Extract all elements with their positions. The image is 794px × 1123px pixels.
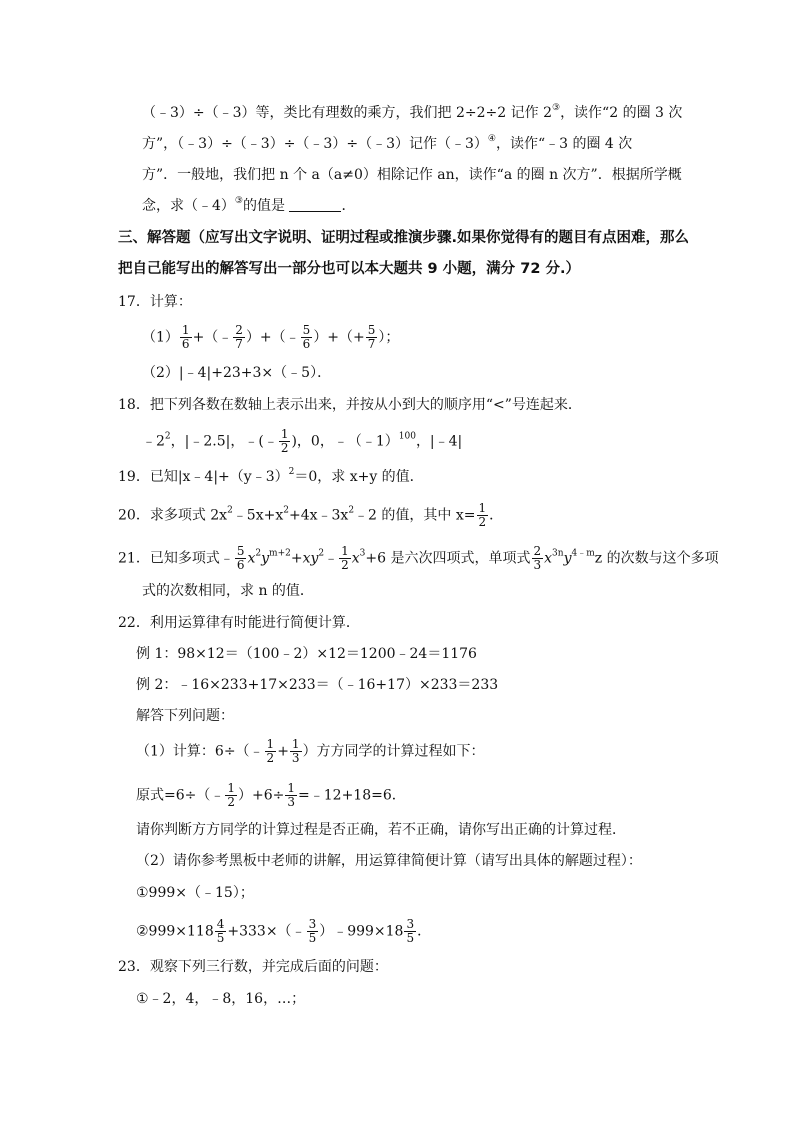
fraction: $\frac{1}{2}$	[266, 737, 275, 765]
q17-part-2: （2）|﹣4|+23+3×（﹣5）．	[142, 365, 332, 381]
circled-3-sup: ③	[551, 103, 561, 113]
q17-title: 17．计算：	[118, 294, 192, 310]
fraction: $\frac{1}{2}$	[280, 427, 289, 455]
fraction: $\frac{5}{6}$	[236, 544, 245, 572]
fraction: $\frac{2}{3}$	[533, 544, 542, 572]
q18-numbers: $﹣2^2$，|﹣2.5|，﹣(﹣ $\frac{1}{2}$ )，0，﹣（﹣1）$^{100}$，|﹣4|	[142, 427, 463, 455]
q20: 20．求多项式 $2x^2﹣5x+x^2+4x﹣3x^2﹣2$ 的值，其中 x= $\frac{1}{2}$ ．	[118, 501, 504, 529]
q22-title: 22．利用运算律有时能进行简便计算．	[118, 615, 360, 631]
q22-example-1: 例 1：98×12＝（100﹣2）×12＝1200﹣24＝1176	[136, 646, 477, 662]
q22-solve: 解答下列问题：	[136, 708, 234, 724]
fraction: $\frac{5}{6}$	[302, 323, 311, 351]
fraction: $\frac{4}{5}$	[216, 917, 225, 945]
circled-4-sup: ④	[487, 134, 496, 144]
q22-part-2: （2）请你参考黑板中老师的讲解，用运算律简便计算（请写出具体的解题过程）：	[136, 853, 642, 869]
section-3-heading-line-1: 三、解答题（应写出文字说明、证明过程或推演步骤.如果你觉得有的题目有点困难，那么	[118, 230, 690, 246]
fraction: $\frac{1}{3}$	[291, 737, 300, 765]
fraction: $\frac{1}{3}$	[287, 781, 296, 809]
q16-line-3: 方”．一般地，我们把 n 个 a（a≠0）相除记作 an，读作“a 的圈 n 次方”．根据所学概	[142, 167, 682, 183]
q23-row-1: ①﹣2，4，﹣8，16，…；	[136, 991, 306, 1007]
q21-line-2: 式的次数相同，求 n 的值．	[142, 583, 314, 599]
q22-part-1: （1）计算：6÷（﹣ $\frac{1}{2}$ + $\frac{1}{3}$ ）方方同学的计算过程如下：	[136, 737, 485, 765]
answer-blank[interactable]	[289, 197, 341, 212]
q16-line-1: （﹣3）÷（﹣3）等，类比有理数的乘方，我们把 2÷2÷2 记作 2③，读作“2 的圈 3 次	[142, 103, 683, 121]
q16-line-2: 方”，（﹣3）÷（﹣3）÷（﹣3）÷（﹣3）记作（﹣3）④，读作“﹣3 的圈 4 次	[142, 134, 633, 152]
q18-title: 18．把下列各数在数轴上表示出来，并按从小到大的顺序用“<”号连起来．	[118, 397, 582, 413]
fraction: $\frac{5}{7}$	[367, 323, 376, 351]
section-3-heading-line-2: 把自己能写出的解答写出一部分也可以本大题共 9 小题，满分 72 分.）	[118, 261, 580, 277]
circled-3-sup: ③	[234, 196, 243, 206]
fraction: $\frac{1}{6}$	[181, 323, 190, 351]
q22-judge: 请你判断方方同学的计算过程是否正确，若不正确，请你写出正确的计算过程．	[136, 822, 626, 838]
fraction: $\frac{3}{5}$	[406, 917, 415, 945]
q19: 19．已知|x﹣4|+（y﹣3）$^2$＝0，求 x+y 的值．	[118, 467, 424, 485]
q17-part-1: （1） $\frac{1}{6}$ +（﹣ $\frac{2}{7}$ ）+（﹣ $\frac{5}{6}$ ）+（+ $\frac{5}{7}$ ）；	[142, 323, 400, 351]
q22-original-expression: 原式=6÷（﹣ $\frac{1}{2}$ ）+6÷ $\frac{1}{3}$ =﹣12+18=6．	[136, 781, 406, 809]
q22-calc-2: ②999×118 $\frac{4}{5}$ +333×（﹣ $\frac{3}{5}$ ）﹣999×18 $\frac{3}{5}$ ．	[136, 917, 432, 945]
q21-line-1: 21．已知多项式﹣ $\frac{5}{6}$ $x^2y^{m+2}+xy^2﹣$ $\frac{1}{2}$ $x^3+6$ 是六次四项式，单项式 $\frac{2}{3}$ $x^{3n}y^{4﹣m}z$ 的次数与这个多项	[118, 544, 719, 572]
q22-calc-1: ①999×（﹣15）；	[136, 885, 254, 901]
fraction: $\frac{1}{2}$	[341, 544, 349, 572]
q22-example-2: 例 2：﹣16×233+17×233＝（﹣16+17）×233＝233	[136, 677, 499, 693]
fraction: $\frac{3}{5}$	[308, 917, 317, 945]
q23-title: 23．观察下列三行数，并完成后面的问题：	[118, 959, 388, 975]
q16-line-4: 念，求（﹣4）③的值是 ．	[142, 196, 356, 214]
fraction: $\frac{1}{2}$	[227, 781, 236, 809]
fraction: $\frac{2}{7}$	[235, 323, 243, 351]
fraction: $\frac{1}{2}$	[478, 501, 487, 529]
